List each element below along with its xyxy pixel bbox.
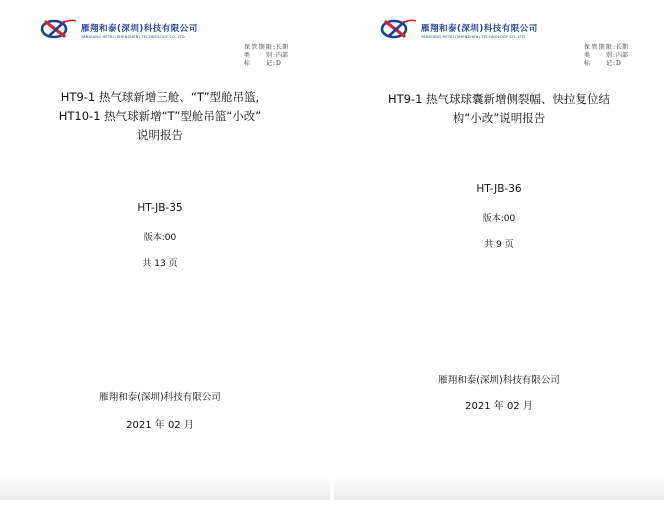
document-page-count: 共 9 页 — [484, 240, 514, 250]
title-line-1: HT9-1 热气球新增三舱、“T”型舱吊篮, — [60, 90, 260, 104]
document-page-right — [334, 0, 664, 500]
document-date: 2021 年 02 月 — [126, 420, 194, 431]
document-meta: 保管期限 : 长期 类 别 : 内部 标 记 : D — [584, 44, 629, 67]
title-line-2: HT10-1 热气球新增“T”型舱吊篮“小改” — [58, 109, 262, 123]
document-page-left — [0, 0, 330, 500]
logo-company-name-en: YANXIANG HETAI (SHENZHEN) TECHNOLOGY CO.,LTD — [421, 35, 525, 39]
meta-type-value: 内部 — [276, 52, 289, 59]
page-edge — [334, 476, 664, 500]
title-line-3: 说明报告 — [137, 128, 183, 142]
meta-mark-value: D — [616, 60, 621, 67]
page-edge — [0, 476, 330, 500]
document-code: HT-JB-35 — [137, 202, 183, 214]
meta-mark-label: 标 记 — [584, 60, 612, 67]
logo-mark-icon — [40, 18, 78, 40]
title-line-1: HT9-1 热气球球囊新增侧裂幅、快拉复位结 — [387, 92, 611, 106]
document-title — [0, 88, 320, 145]
meta-type-value: 内部 — [616, 52, 629, 59]
meta-period-value: 长期 — [276, 44, 289, 51]
meta-period-value: 长期 — [616, 44, 629, 51]
meta-period-label: 保管期限 — [584, 44, 612, 51]
document-meta: 保管期限 : 长期 类 别 : 内部 标 记 : D — [244, 44, 289, 67]
document-company: 雁翔和泰(深圳)科技有限公司 — [438, 375, 560, 386]
meta-mark-value: D — [276, 60, 281, 67]
document-version: 版本:00 — [482, 214, 516, 224]
logo-mark-icon — [380, 18, 418, 40]
document-version: 版本:00 — [143, 233, 177, 243]
company-logo — [380, 18, 538, 40]
document-code: HT-JB-36 — [476, 183, 522, 195]
meta-type-label: 类 别 — [244, 52, 272, 59]
title-line-2: 构“小改”说明报告 — [452, 111, 546, 125]
document-title — [334, 90, 664, 128]
document-date: 2021 年 02 月 — [465, 401, 533, 412]
meta-mark-label: 标 记 — [244, 60, 272, 67]
document-company: 雁翔和泰(深圳)科技有限公司 — [99, 392, 221, 403]
meta-period-label: 保管期限 — [244, 44, 272, 51]
document-page-count: 共 13 页 — [142, 259, 178, 269]
meta-type-label: 类 别 — [584, 52, 612, 59]
logo-company-name-cn: 雁翔和泰(深圳)科技有限公司 — [421, 24, 538, 34]
logo-company-name-en: YANXIANG HETAI (SHENZHEN) TECHNOLOGY CO.,LTD — [81, 35, 185, 39]
logo-company-name-cn: 雁翔和泰(深圳)科技有限公司 — [81, 24, 198, 34]
company-logo — [40, 18, 198, 40]
